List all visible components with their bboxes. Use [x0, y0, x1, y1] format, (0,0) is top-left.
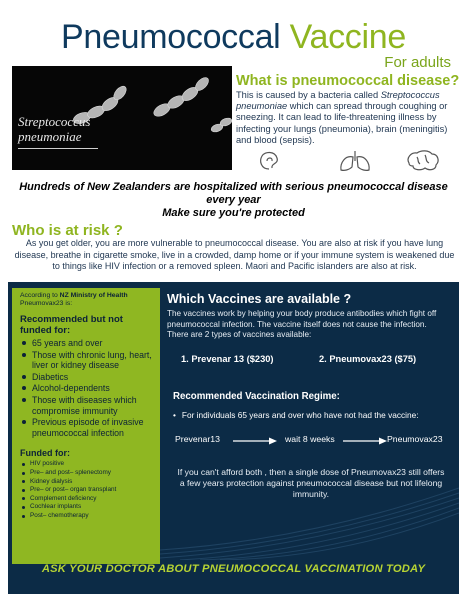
list-item: Those with diseases which compromise immunity	[20, 395, 152, 416]
flow-start: Prevenar13	[175, 434, 220, 444]
what-is-body: This is caused by a bacteria called Streptococcus pneumoniae which can spread through coughing or sneezing. It can lead to life-threatening illness by infecting your lungs (pneumonia), brain (meningitis) and blood (sepsis).	[236, 90, 448, 145]
regime-title: Recommended Vaccination Regime:	[173, 391, 340, 402]
vaccines-title: Which Vaccines are available ?	[167, 292, 352, 306]
list-item: 65 years and over	[20, 338, 152, 349]
title-part-2: Vaccine	[289, 18, 406, 56]
vaccines-body: The vaccines work by helping your body produce antibodies which fight off pneumococcal infection. The vaccine itself does not cause the infection. There are 2 types of vaccines available:	[167, 309, 437, 340]
title-part-1: Pneumococcal	[61, 18, 281, 56]
hero-divider	[18, 148, 98, 149]
regime-flow	[175, 434, 447, 448]
list-item: Diabetics	[20, 372, 152, 383]
list-item: HIV positive	[20, 460, 152, 469]
page-title	[0, 18, 467, 57]
organ-icons	[255, 149, 455, 173]
recommended-list	[20, 338, 152, 438]
list-item: Those with chronic lung, heart, liver or kidney disease	[20, 350, 152, 371]
arrow-right-icon	[343, 437, 387, 445]
arrow-right-icon	[233, 437, 277, 445]
vaccine-option-2: 2. Pneumovax23 ($75)	[319, 354, 417, 364]
list-item: Previous episode of invasive pneumococcal infection	[20, 417, 152, 438]
ministry-note: According to NZ Ministry of Health Pneumovax23 is:	[20, 292, 128, 307]
flow-mid: wait 8 weeks	[285, 434, 335, 444]
brain-icon	[408, 151, 438, 170]
bacteria-label: Streptococcus pneumoniae	[18, 114, 91, 144]
afford-note: If you can't afford both , then a single dose of Pneumovax23 still offers a few years protection against pneumococcal disease but not lifelong immunity.	[177, 467, 445, 499]
ear-icon	[261, 152, 278, 169]
regime-bullet: • For individuals 65 years and over who have not had the vaccine:	[173, 410, 419, 420]
vaccine-option-1: 1. Prevenar 13 ($230)	[181, 354, 274, 364]
list-item: Post– chemotherapy	[20, 512, 152, 521]
list-item: Pre– or post– organ transplant	[20, 486, 152, 495]
list-item: Pre– and post– splenectomy	[20, 469, 152, 478]
list-item: Alcohol-dependents	[20, 383, 152, 394]
who-at-risk-body: As you get older, you are more vulnerable to pneumococcal disease. You are also at risk if you have lung disease, breathe in cigarette smoke, live in a crowded, damp home or if your immune system is weakened due to things like HIV infection or a removed spleen. Maori and Pacific islanders are also at risk.	[14, 238, 455, 271]
list-item: Cochlear implants	[20, 503, 152, 512]
bacteria-image	[12, 66, 232, 170]
headline: Hundreds of New Zealanders are hospitalized with serious pneumococcal disease every year Make sure you're protected	[19, 181, 448, 219]
who-at-risk-title: Who is at risk ?	[12, 222, 123, 239]
call-to-action: ASK YOUR DOCTOR ABOUT PNEUMOCOCCAL VACCINATION TODAY	[41, 563, 426, 575]
lungs-icon	[341, 151, 369, 170]
list-item: Kidney dialysis	[20, 478, 152, 487]
funding-panel	[12, 288, 160, 564]
subtitle: For adults	[384, 54, 451, 71]
what-is-title: What is pneumococcal disease?	[236, 73, 460, 89]
recommended-title: Recommended but not funded for:	[20, 314, 123, 336]
flow-end: Pneumovax23	[387, 434, 443, 444]
list-item: Complement deficiency	[20, 495, 152, 504]
funded-list	[20, 460, 152, 520]
funded-title: Funded for:	[20, 448, 70, 459]
vaccines-panel	[163, 288, 455, 558]
